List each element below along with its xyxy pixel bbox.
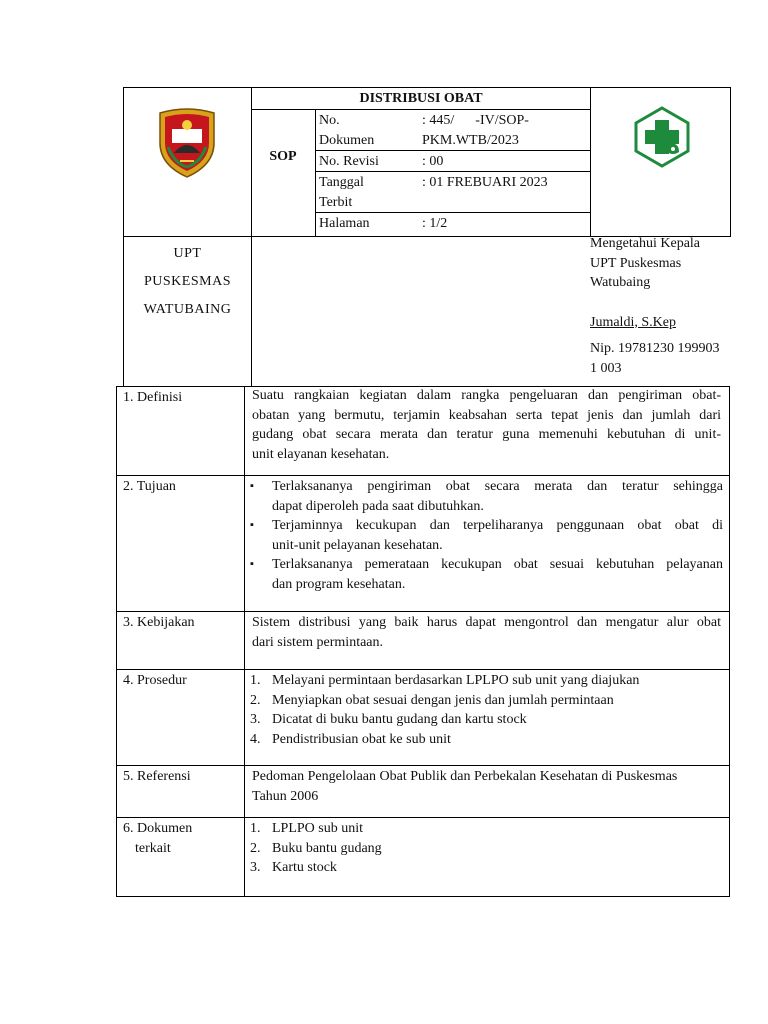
field-doc-no-label: No. Dokumen bbox=[319, 113, 375, 148]
bullet-icon: ▪ bbox=[250, 558, 254, 570]
list-item: 3. Kartu stock bbox=[250, 860, 337, 875]
approver-name: Jumaldi, S.Kep bbox=[590, 314, 676, 330]
field-doc-no-value: : 445/ -IV/SOP- PKM.WTB/2023 bbox=[422, 113, 529, 148]
list-item: ▪ Terjaminnya kecukupan dan terpeliharanya penggunaan obat obat di unit-unit pelayanan kesehatan. bbox=[250, 518, 723, 553]
section-label-kebijakan: 3. Kebijakan bbox=[123, 615, 195, 630]
list-item: ▪ Terlaksananya pemerataan kecukupan obat sesuai kebutuhan pelayanan dan program kesehatan. bbox=[250, 557, 723, 592]
section-label-prosedur: 4. Prosedur bbox=[123, 673, 187, 688]
institution-name: UPT PUSKESMAS WATUBAING bbox=[143, 246, 232, 317]
section-label-dokumen-terkait: 6. Dokumen terkait bbox=[123, 821, 193, 856]
section-text-referensi: Pedoman Pengelolaan Obat Publik dan Perbekalan Kesehatan di Puskesmas Tahun 2006 bbox=[252, 769, 678, 804]
list-item: 3. Dicatat di buku bantu gudang dan kartu stock bbox=[250, 712, 527, 727]
field-issue-date-label: Tanggal Terbit bbox=[319, 175, 364, 210]
bullet-icon: ▪ bbox=[250, 519, 254, 531]
regency-emblem-icon bbox=[154, 107, 220, 179]
section-label-tujuan: 2. Tujuan bbox=[123, 479, 176, 494]
list-item: 2. Buku bantu gudang bbox=[250, 840, 382, 856]
section-list-tujuan bbox=[250, 477, 723, 594]
field-issue-date-value: : 01 FREBUARI 2023 bbox=[422, 175, 548, 190]
list-item: 4. Pendistribusian obat ke sub unit bbox=[250, 731, 451, 747]
field-revision-label: No. Revisi bbox=[319, 154, 379, 169]
section-list-prosedur bbox=[250, 671, 723, 749]
section-label-referensi: 5. Referensi bbox=[123, 769, 191, 784]
list-item: ▪ Terlaksananya pengiriman obat secara merata dan teratur sehingga dapat diperoleh pada saat dibutuhkan. bbox=[250, 479, 723, 514]
document-title: DISTRIBUSI OBAT bbox=[359, 91, 483, 106]
list-item: 2. Menyiapkan obat sesuai dengan jenis dan jumlah permintaan bbox=[250, 692, 614, 708]
field-page-label: Halaman bbox=[319, 216, 370, 231]
section-list-dokumen-terkait bbox=[250, 819, 723, 878]
sop-label: SOP bbox=[269, 149, 297, 164]
list-item: 1. LPLPO sub unit bbox=[250, 821, 364, 836]
list-item: 1. Melayani permintaan berdasarkan LPLPO sub unit yang diajukan bbox=[250, 673, 640, 688]
field-revision-value: : 00 bbox=[422, 154, 444, 169]
puskesmas-logo-icon bbox=[633, 106, 691, 168]
bullet-icon: ▪ bbox=[250, 480, 254, 492]
approval-block: Mengetahui Kepala UPT Puskesmas Watubaing Jumaldi, S.Kep Nip. 19781230 199903 1 003 bbox=[590, 236, 720, 376]
field-page-value: : 1/2 bbox=[422, 216, 448, 231]
section-text-kebijakan: Sistem distribusi yang baik harus dapat mengontrol dan mengatur alur obat dari sistem permintaan. bbox=[252, 615, 721, 650]
section-label-definisi: 1. Definisi bbox=[123, 390, 183, 405]
section-text-definisi: Suatu rangkaian kegiatan dalam rangka pengeluaran dan pengiriman obat- obatan yang bermutu, terjamin keabsahan serta tepat jenis dan jumlah dari gudang obat secara merata dan teratur guna memenuhi kebutuhan di unit- unit elayanan kesehatan. bbox=[252, 388, 721, 462]
